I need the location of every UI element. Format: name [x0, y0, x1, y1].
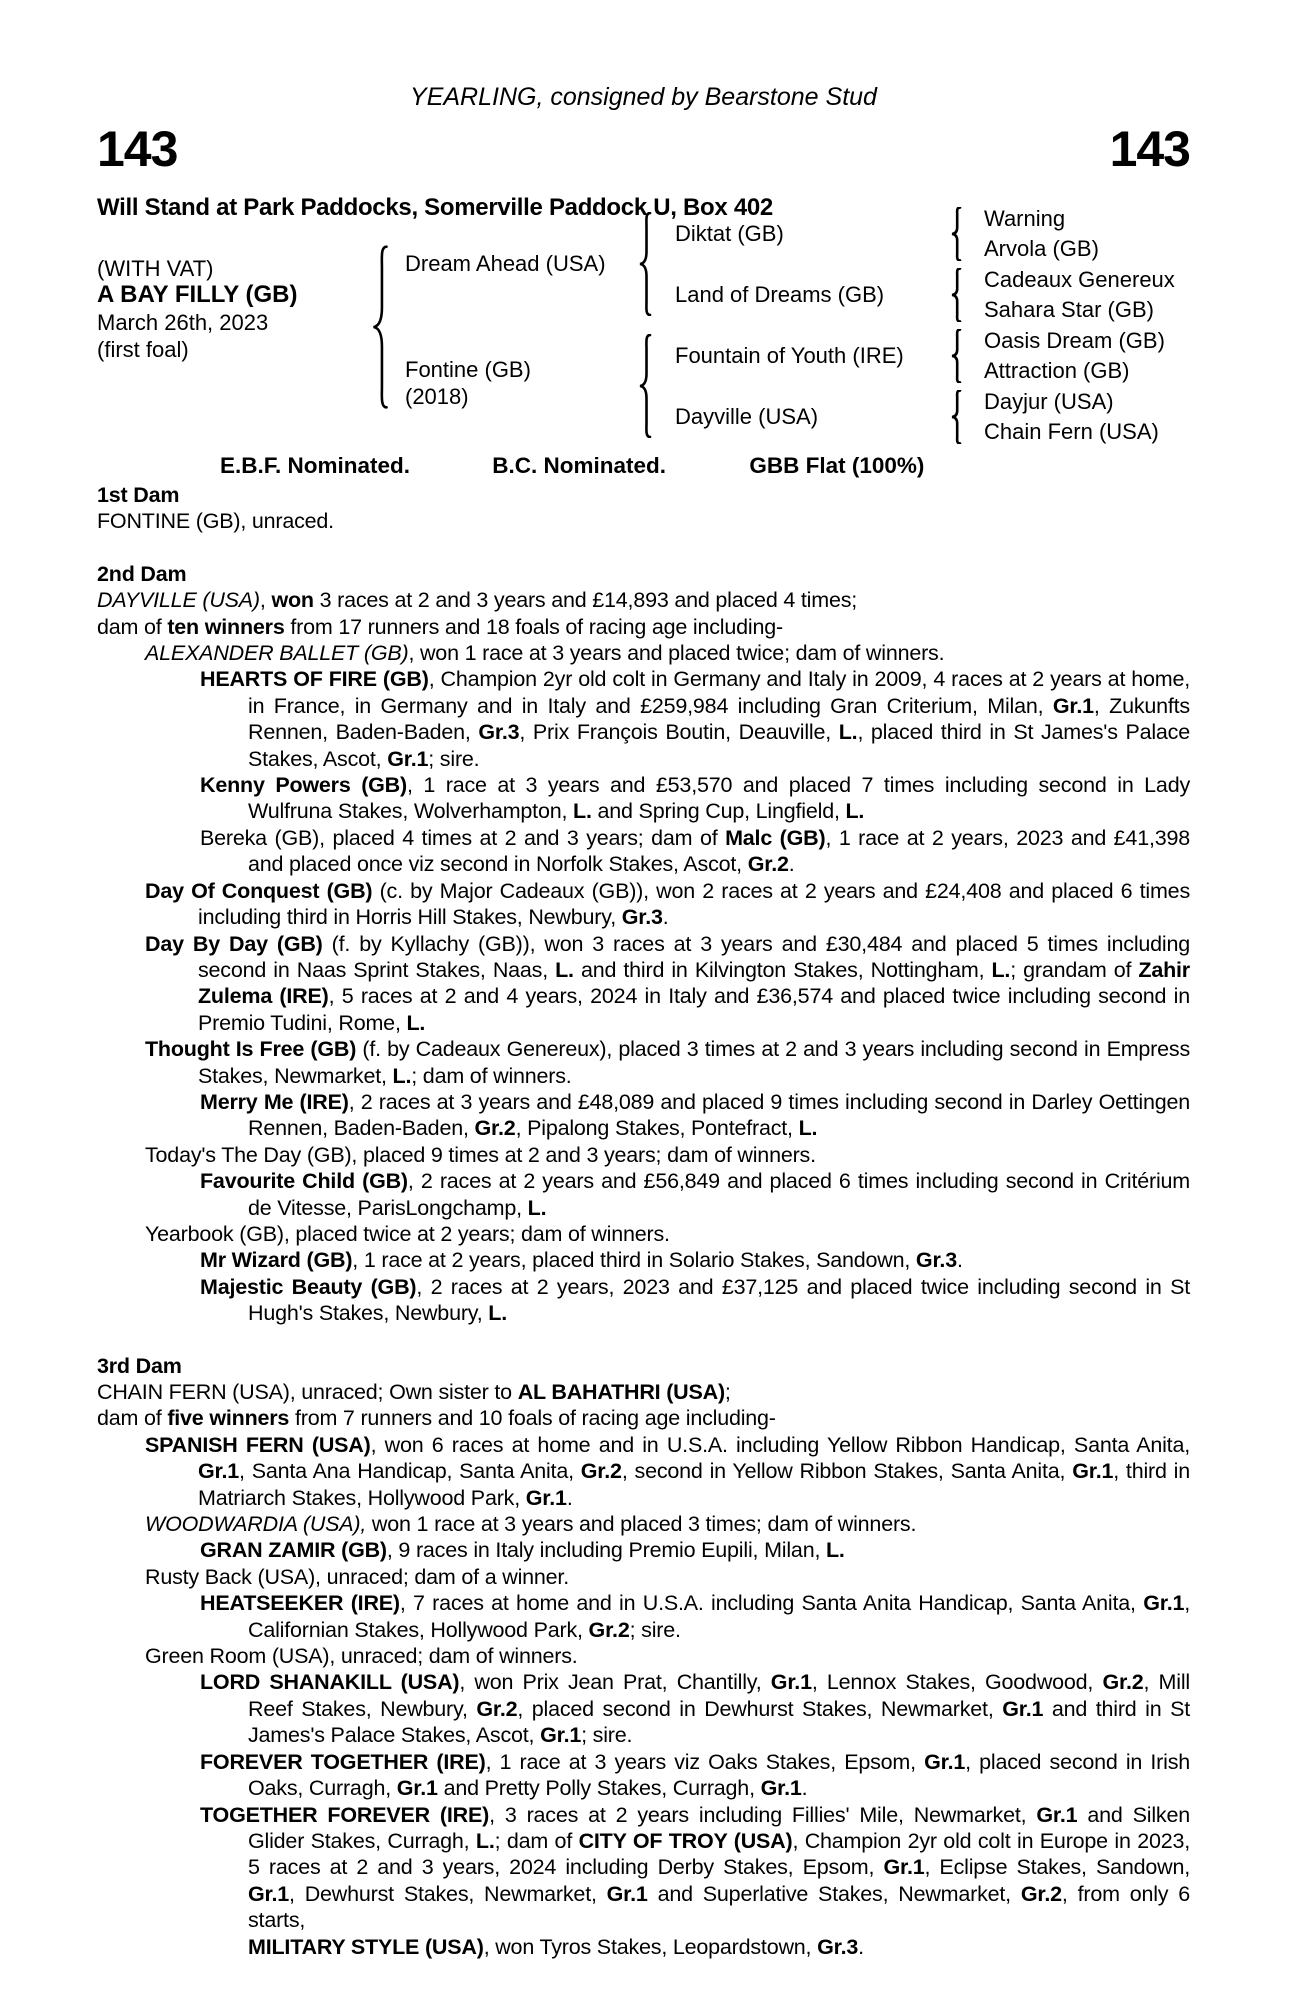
pedigree-note-paragraph: MILITARY STYLE (USA), won Tyros Stakes, Leopardstown, Gr.3. — [248, 1934, 864, 1959]
dam-section-heading: 3rd Dam — [97, 1353, 182, 1378]
pedigree-note-paragraph: HEATSEEKER (IRE), 7 races at home and in U.S.A. including Santa Anita Handicap, Santa Anita, Gr.1, Californian Stakes, Hollywood Park, Gr.2; sire. — [200, 1591, 1191, 1642]
brace-icon — [948, 329, 964, 383]
grandparent-name: Diktat (GB) — [675, 221, 784, 246]
pedigree-note-paragraph: GRAN ZAMIR (GB), 9 races in Italy including Premio Eupili, Milan, L. — [200, 1538, 845, 1563]
brace-icon — [948, 390, 964, 444]
brace-icon — [367, 245, 393, 409]
brace-icon — [948, 207, 964, 261]
great-grandparent-name: Oasis Dream (GB) — [984, 328, 1165, 353]
dam-section — [97, 561, 1190, 1327]
great-grandparent-name: Arvola (GB) — [984, 236, 1099, 261]
lot-number-left: 143 — [97, 121, 178, 177]
pedigree-note-paragraph: SPANISH FERN (USA), won 6 races at home and in U.S.A. including Yellow Ribbon Handicap, Santa Anita, Gr.1, Santa Ana Handicap, Santa Anita, Gr.2, second in Yellow Ribbon Stakes, Santa Anita, Gr.1, third in Matriarch Stakes, Hollywood Park, Gr.1. — [145, 1432, 1190, 1510]
lot-number-row — [97, 121, 1190, 177]
foaling-date: March 26th, 2023 — [97, 310, 269, 335]
pedigree-note-paragraph: FOREVER TOGETHER (IRE), 1 race at 3 years viz Oaks Stakes, Epsom, Gr.1, placed second in Irish Oaks, Curragh, Gr.1 and Pretty Polly Stakes, Curragh, Gr.1. — [200, 1749, 1191, 1801]
vat-note: (WITH VAT) — [97, 256, 214, 281]
brace-icon — [635, 212, 655, 316]
pedigree-note-paragraph: Majestic Beauty (GB), 2 races at 2 years, 2023 and £37,125 and placed twice including second in St Hugh's Stakes, Newbury, L. — [200, 1274, 1190, 1326]
lot-number-right: 143 — [1109, 121, 1190, 177]
pedigree-note-paragraph: DAYVILLE (USA), won 3 races at 2 and 3 years and £14,893 and placed 4 times; — [97, 588, 858, 613]
pedigree-note-paragraph: Yearbook (GB), placed twice at 2 years; dam of winners. — [145, 1221, 670, 1246]
great-grandparent-name: Chain Fern (USA) — [984, 419, 1159, 444]
stand-location-line: Will Stand at Park Paddocks, Somerville Paddock U, Box 402 — [97, 194, 773, 221]
pedigree-note-paragraph: Kenny Powers (GB), 1 race at 3 years and £53,570 and placed 7 times including second in Lady Wulfruna Stakes, Wolverhampton, L. and Spring Cup, Lingfield, L. — [200, 773, 1190, 824]
pedigree-note-paragraph: Day Of Conquest (GB) (c. by Major Cadeaux (GB)), won 2 races at 2 years and £24,408 and placed 6 times including third in Horris Hill Stakes, Newbury, Gr.3. — [145, 878, 1190, 930]
pedigree-note-paragraph: Merry Me (IRE), 2 races at 3 years and £48,089 and placed 9 times including second in Darley Oettingen Rennen, Baden-Baden, Gr.2, Pipalong Stakes, Pontefract, L. — [200, 1089, 1191, 1141]
dam-section — [97, 1353, 1190, 1960]
pedigree-note-paragraph: WOODWARDIA (USA), won 1 race at 3 years and placed 3 times; dam of winners. — [145, 1512, 917, 1537]
pedigree-note-paragraph: dam of ten winners from 17 runners and 18 foals of racing age including- — [97, 614, 783, 639]
nomination-ebf: E.B.F. Nominated. — [220, 453, 411, 478]
pedigree-note-paragraph: Favourite Child (GB), 2 races at 2 years and £56,849 and placed 6 times including second in Critérium de Vitesse, ParisLongchamp, L. — [200, 1169, 1190, 1220]
consignor-line: YEARLING, consigned by Bearstone Stud — [410, 83, 877, 111]
pedigree-note-paragraph: TOGETHER FOREVER (IRE), 3 races at 2 years including Fillies' Mile, Newmarket, Gr.1 and Silken Glider Stakes, Curragh, L.; dam of CITY OF TROY (USA), Champion 2yr old colt in Europe in 2023, 5 races at 2 and 3 years, 2024 including Derby Stakes, Epsom, Gr.1, Eclipse Stakes, Sandown, Gr.1, Dewhurst Stakes, Newmarket, Gr.1 and Superlative Stakes, Newmarket, Gr.2, from only 6 starts, — [200, 1802, 1190, 1933]
pedigree-note-paragraph: Today's The Day (GB), placed 9 times at 2 and 3 years; dam of winners. — [145, 1142, 816, 1167]
great-grandparent-name: Attraction (GB) — [984, 358, 1130, 383]
pedigree-note-paragraph: FONTINE (GB), unraced. — [97, 509, 334, 534]
brace-icon — [635, 334, 655, 438]
pedigree-note-paragraph: Mr Wizard (GB), 1 race at 2 years, placed third in Solario Stakes, Sandown, Gr.3. — [200, 1248, 963, 1273]
pedigree-note-paragraph: Day By Day (GB) (f. by Kyllachy (GB)), won 3 races at 3 years and £30,484 and placed 5 times including second in Naas Sprint Stakes, Naas, L. and third in Kilvington Stakes, Nottingham, L.; grandam of Zahir Zulema (IRE), 5 races at 2 and 4 years, 2024 in Italy and £36,574 and placed twice including second in Premio Tudini, Rome, L. — [145, 931, 1191, 1035]
grandparent-name: Dayville (USA) — [675, 404, 819, 429]
nominations-line — [97, 452, 1190, 479]
pedigree-note-paragraph: Green Room (USA), unraced; dam of winners. — [145, 1644, 578, 1669]
pedigree-note-paragraph: ALEXANDER BALLET (GB), won 1 race at 3 years and placed twice; dam of winners. — [145, 641, 945, 666]
dam-section-heading: 2nd Dam — [97, 561, 187, 586]
sire-name: Dream Ahead (USA) — [405, 251, 606, 276]
great-grandparent-name: Dayjur (USA) — [984, 389, 1114, 414]
grandparent-name: Land of Dreams (GB) — [675, 282, 885, 307]
dam-section — [97, 482, 1190, 535]
pedigree-note-paragraph: dam of five winners from 7 runners and 10 foals of racing age including- — [97, 1406, 776, 1431]
dam-section-heading: 1st Dam — [97, 483, 180, 507]
pedigree-note-paragraph: Thought Is Free (GB) (f. by Cadeaux Genereux), placed 3 times at 2 and 3 years including second in Empress Stakes, Newmarket, L.; dam of winners. — [145, 1037, 1191, 1088]
dams-sections — [97, 482, 1190, 1960]
dam-year: (2018) — [405, 384, 469, 409]
foal-note: (first foal) — [97, 337, 189, 362]
pedigree-table — [97, 206, 1207, 454]
dam-name: Fontine (GB) — [405, 357, 531, 382]
subject-name: A BAY FILLY (GB) — [97, 281, 298, 308]
great-grandparent-name: Warning — [984, 206, 1066, 231]
great-grandparent-name: Cadeaux Genereux — [984, 267, 1175, 292]
great-grandparent-name: Sahara Star (GB) — [984, 297, 1154, 322]
grandparent-name: Fountain of Youth (IRE) — [675, 343, 904, 368]
pedigree-note-paragraph: LORD SHANAKILL (USA), won Prix Jean Prat, Chantilly, Gr.1, Lennox Stakes, Goodwood, Gr.2, Mill Reef Stakes, Newbury, Gr.2, placed second in Dewhurst Stakes, Newmarket, Gr.1 and third in St James's Palace Stakes, Ascot, Gr.1; sire. — [200, 1670, 1190, 1748]
nomination-bc: B.C. Nominated. — [492, 453, 667, 478]
pedigree-note-paragraph: HEARTS OF FIRE (GB), Champion 2yr old colt in Germany and Italy in 2009, 4 races at 2 years at home, in France, in Germany and in Italy and £259,984 including Gran Criterium, Milan, Gr.1, Zukunfts Rennen, Baden-Baden, Gr.3, Prix François Boutin, Deauville, L., placed third in St James's Palace Stakes, Ascot, Gr.1; sire. — [200, 667, 1190, 771]
pedigree-note-paragraph: Bereka (GB), placed 4 times at 2 and 3 years; dam of Malc (GB), 1 race at 2 years, 2023 and £41,398 and placed once viz second in Norfolk Stakes, Ascot, Gr.2. — [200, 825, 1190, 877]
brace-icon — [948, 268, 964, 322]
pedigree-note-paragraph: CHAIN FERN (USA), unraced; Own sister to AL BAHATHRI (USA); — [97, 1380, 731, 1404]
nomination-gbb: GBB Flat (100%) — [749, 453, 925, 478]
pedigree-note-paragraph: Rusty Back (USA), unraced; dam of a winner. — [145, 1564, 569, 1589]
